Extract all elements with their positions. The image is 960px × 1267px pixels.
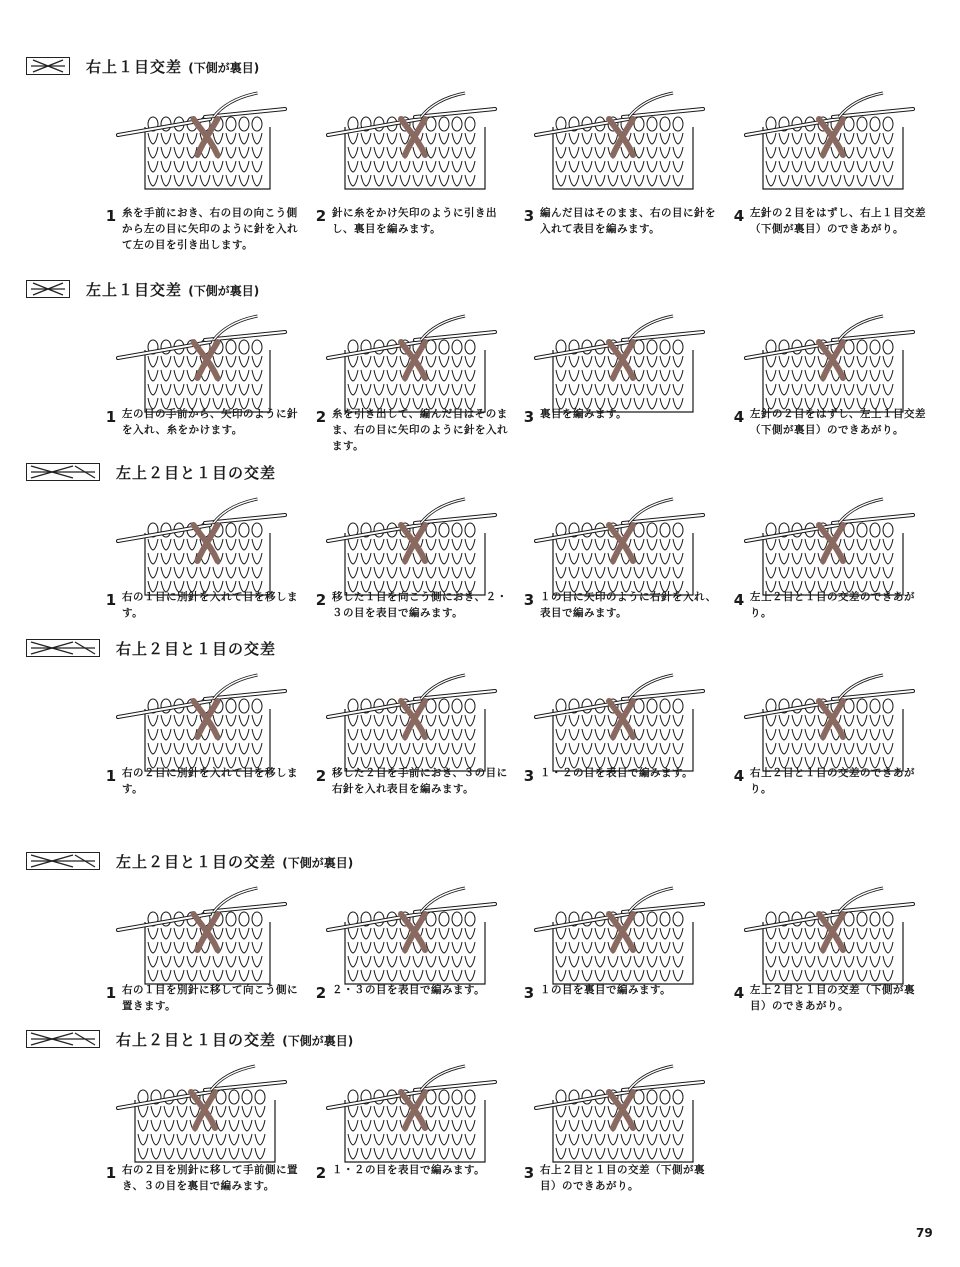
step-text: 左上２目と１目の交差（下側が裏目）のできあがり。 (750, 984, 915, 1012)
step-number: 2 (315, 408, 327, 426)
step-text: 左針の２目をはずし、右上１目交差（下側が裏目）のできあがり。 (750, 207, 926, 235)
step-caption (100, 765, 310, 797)
step-caption (728, 205, 938, 237)
section-title-text: 右上２目と１目の交差 (116, 639, 277, 658)
knitting-step-illustration (320, 884, 500, 992)
step-caption (518, 982, 728, 1002)
step-text: 右の２目を別針に移して手前側に置き、３の目を裏目で編みます。 (122, 1164, 298, 1192)
knitting-step-illustration (738, 89, 918, 197)
step-text: 左針の２目をはずし、左上１目交差（下側が裏目）のできあがり。 (750, 408, 926, 436)
section-title (116, 462, 276, 483)
step-number: 2 (315, 984, 327, 1002)
knitting-step-illustration (320, 312, 500, 420)
step-caption (310, 406, 520, 454)
step-number: 2 (315, 207, 327, 225)
step-text: １の目を裏目で編みます。 (540, 984, 672, 996)
section-header (26, 55, 259, 77)
step-caption (100, 406, 310, 438)
step-caption (310, 765, 520, 797)
knitting-step-illustration (110, 1062, 290, 1170)
step-caption (310, 589, 520, 621)
step-number: 2 (315, 767, 327, 785)
section-title-text: 左上２目と１目の交差 (116, 463, 277, 482)
step-text: 移した１目を向こう側におき、２・３の目を表目で編みます。 (332, 591, 508, 619)
step-caption (518, 406, 728, 426)
step-text: 右上２目と１目の交差（下側が裏目）のできあがり。 (540, 1164, 705, 1192)
step-text: ２・３の目を表目で編みます。 (332, 984, 486, 996)
knitting-step-illustration (738, 884, 918, 992)
step-number: 4 (733, 591, 745, 609)
chart-symbol-icon (26, 57, 70, 75)
step-caption (310, 205, 520, 237)
step-number: 3 (523, 984, 535, 1002)
knitting-step-illustration (110, 89, 290, 197)
step-caption (728, 589, 938, 621)
step-number: 2 (315, 591, 327, 609)
step-text: 糸を引き出して、編んだ目はそのまま、右の目に矢印のように針を入れます。 (332, 408, 508, 452)
step-text: １の目に矢印のように右針を入れ、表目で編みます。 (540, 591, 717, 619)
knitting-step-illustration (320, 1062, 500, 1170)
chart-symbol-icon (26, 852, 100, 870)
step-number: 1 (105, 767, 117, 785)
step-number: 3 (523, 207, 535, 225)
step-text: 針に糸をかけ矢印のように引き出し、裏目を編みます。 (332, 207, 497, 235)
step-text: 左上２目と１目の交差のできあがり。 (750, 591, 915, 619)
section-title (86, 279, 259, 300)
section-header (26, 461, 276, 483)
knitting-step-illustration (528, 495, 708, 603)
knitting-step-illustration (528, 312, 708, 420)
section-title-text: 右上１目交差 (86, 57, 183, 76)
step-caption (100, 1162, 310, 1194)
knitting-step-illustration (738, 495, 918, 603)
cross-stitch-section (0, 278, 960, 458)
step-text: 左の目の手前から、矢印のように針を入れ、糸をかけます。 (122, 408, 298, 436)
section-title (86, 56, 259, 77)
step-caption (100, 589, 310, 621)
step-text: 右上２目と１目の交差のできあがり。 (750, 767, 915, 795)
section-title-note: (下側が裏目) (188, 60, 260, 75)
knitting-step-illustration (738, 312, 918, 420)
cross-stitch-section (0, 1028, 960, 1208)
step-caption (310, 1162, 520, 1182)
step-number: 1 (105, 207, 117, 225)
step-caption (728, 406, 938, 438)
knitting-step-illustration (320, 671, 500, 779)
knitting-step-illustration (738, 671, 918, 779)
step-caption (518, 589, 728, 621)
section-header (26, 1028, 353, 1050)
chart-symbol-icon (26, 639, 100, 657)
step-text: 右の２目に別針を入れて目を移します。 (122, 767, 298, 795)
step-text: 糸を手前におき、右の目の向こう側から左の目に矢印のように針を入れて左の目を引き出します。 (122, 207, 298, 251)
step-caption (518, 205, 728, 237)
step-number: 3 (523, 1164, 535, 1182)
section-title-note: (下側が裏目) (282, 1033, 354, 1048)
step-text: 右の１目に別針を入れて目を移します。 (122, 591, 298, 619)
section-title (116, 1029, 353, 1050)
step-caption (100, 982, 310, 1014)
chart-symbol-icon (26, 1030, 100, 1048)
section-title-text: 右上２目と１目の交差 (116, 1030, 277, 1049)
step-number: 2 (315, 1164, 327, 1182)
step-number: 1 (105, 408, 117, 426)
step-text: 編んだ目はそのまま、右の目に針を入れて表目を編みます。 (540, 207, 716, 235)
section-title-note: (下側が裏目) (188, 283, 260, 298)
step-text: 裏目を編みます。 (540, 408, 628, 420)
section-header (26, 637, 276, 659)
cross-stitch-section (0, 461, 960, 641)
knitting-step-illustration (528, 671, 708, 779)
section-title-text: 左上２目と１目の交差 (116, 852, 277, 871)
step-number: 1 (105, 984, 117, 1002)
section-title (116, 851, 353, 872)
step-number: 4 (733, 984, 745, 1002)
step-number: 1 (105, 1164, 117, 1182)
page-number: 79 (916, 1226, 933, 1240)
knitting-step-illustration (320, 89, 500, 197)
step-caption (728, 765, 938, 797)
section-header (26, 850, 353, 872)
section-title-note: (下側が裏目) (282, 855, 354, 870)
step-text: 右の１目を別針に移して向こう側に置きます。 (122, 984, 298, 1012)
chart-symbol-icon (26, 463, 100, 481)
step-text: １・２の目を表目で編みます。 (332, 1164, 486, 1176)
step-caption (310, 982, 520, 1002)
step-number: 3 (523, 591, 535, 609)
step-number: 4 (733, 767, 745, 785)
step-number: 3 (523, 408, 535, 426)
chart-symbol-icon (26, 280, 70, 298)
knitting-step-illustration (110, 671, 290, 779)
knitting-step-illustration (110, 312, 290, 420)
step-text: 移した２目を手前におき、３の目に右針を入れ表目を編みます。 (332, 767, 508, 795)
step-caption (728, 982, 938, 1014)
section-header (26, 278, 259, 300)
section-title (116, 638, 276, 659)
knitting-step-illustration (110, 884, 290, 992)
knitting-step-illustration (528, 884, 708, 992)
section-title-text: 左上１目交差 (86, 280, 183, 299)
step-number: 4 (733, 408, 745, 426)
step-number: 4 (733, 207, 745, 225)
knitting-step-illustration (528, 89, 708, 197)
knitting-step-illustration (528, 1062, 708, 1170)
step-caption (518, 765, 728, 785)
cross-stitch-section (0, 850, 960, 1030)
step-number: 3 (523, 767, 535, 785)
knitting-step-illustration (320, 495, 500, 603)
cross-stitch-section (0, 55, 960, 251)
step-caption (100, 205, 310, 253)
step-text: １・２の目を表目で編みます。 (540, 767, 694, 779)
cross-stitch-section (0, 637, 960, 817)
step-caption (518, 1162, 728, 1194)
knitting-step-illustration (110, 495, 290, 603)
step-number: 1 (105, 591, 117, 609)
